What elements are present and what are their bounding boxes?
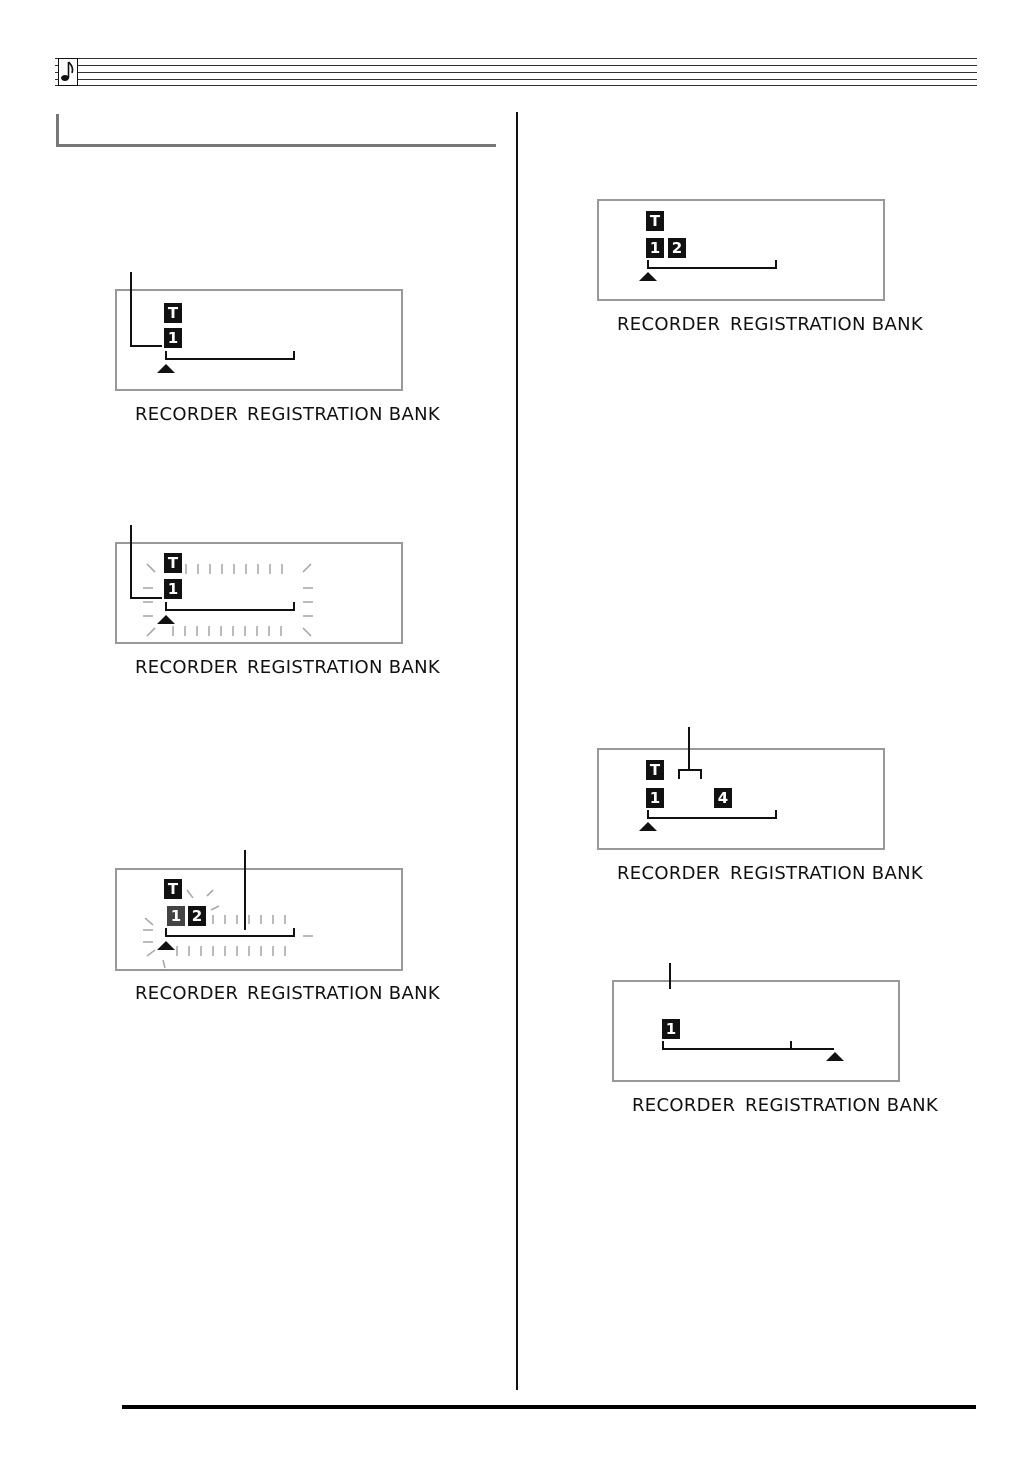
music-staff-header xyxy=(55,58,977,86)
song-progress-bar xyxy=(165,935,295,937)
footer-rule xyxy=(122,1405,976,1409)
flashing-indicator-icon xyxy=(117,870,405,973)
registration-bank-label: REGISTRATION BANK xyxy=(247,404,440,425)
recorder-label: RECORDER xyxy=(135,404,239,425)
lcd-display-tracks-1-4 xyxy=(597,748,885,850)
track-2-badge: 2 xyxy=(668,238,686,258)
callout-line xyxy=(244,850,246,930)
track-1-badge: 1 xyxy=(646,788,664,808)
registration-bank-label: REGISTRATION BANK xyxy=(730,314,923,335)
callout-line xyxy=(688,727,690,770)
recorder-label: RECORDER xyxy=(632,1095,736,1116)
playhead-marker-icon xyxy=(639,272,657,281)
song-progress-bar xyxy=(647,817,777,819)
lcd-display-track1-flashing xyxy=(115,542,403,644)
track-1-badge: 1 xyxy=(662,1019,680,1039)
track-t-badge: T xyxy=(164,303,182,323)
song-progress-bar xyxy=(165,609,295,611)
lcd-display-track1-end xyxy=(612,980,900,1082)
track-1-badge: 1 xyxy=(646,238,664,258)
lcd-display-track1 xyxy=(115,289,403,391)
registration-bank-label: REGISTRATION BANK xyxy=(247,657,440,678)
playhead-marker-icon xyxy=(157,941,175,950)
registration-bank-label: REGISTRATION BANK xyxy=(247,983,440,1004)
playhead-marker-icon xyxy=(157,615,175,624)
song-progress-bar xyxy=(647,267,777,269)
track-1-badge: 1 xyxy=(164,579,182,599)
registration-bank-label: REGISTRATION BANK xyxy=(745,1095,938,1116)
column-divider xyxy=(516,112,518,1390)
track-1-badge: 1 xyxy=(164,328,182,348)
callout-line xyxy=(130,272,132,346)
section-heading-frame xyxy=(56,114,496,147)
eighth-note-icon xyxy=(58,58,78,86)
lcd-display-tracks-1-2 xyxy=(597,199,885,301)
recorder-label: RECORDER xyxy=(135,983,239,1004)
registration-bank-label: REGISTRATION BANK xyxy=(730,863,923,884)
flashing-indicator-icon xyxy=(117,544,405,646)
lcd-display-track2-flashing xyxy=(115,868,403,971)
track-2-badge: 2 xyxy=(188,906,206,926)
recorder-label: RECORDER xyxy=(617,863,721,884)
song-progress-bar xyxy=(662,1048,834,1050)
recorder-label: RECORDER xyxy=(135,657,239,678)
track-4-badge: 4 xyxy=(714,788,732,808)
track-1-badge: 1 xyxy=(167,906,185,926)
track-t-badge: T xyxy=(164,879,182,899)
track-t-badge: T xyxy=(646,211,664,231)
song-progress-bar xyxy=(165,358,295,360)
recorder-label: RECORDER xyxy=(617,314,721,335)
track-t-badge: T xyxy=(646,760,664,780)
playhead-marker-icon xyxy=(826,1052,844,1061)
playhead-marker-icon xyxy=(157,364,175,373)
callout-line xyxy=(669,963,671,989)
track-t-badge: T xyxy=(164,553,182,573)
playhead-marker-icon xyxy=(639,822,657,831)
callout-line xyxy=(130,525,132,598)
